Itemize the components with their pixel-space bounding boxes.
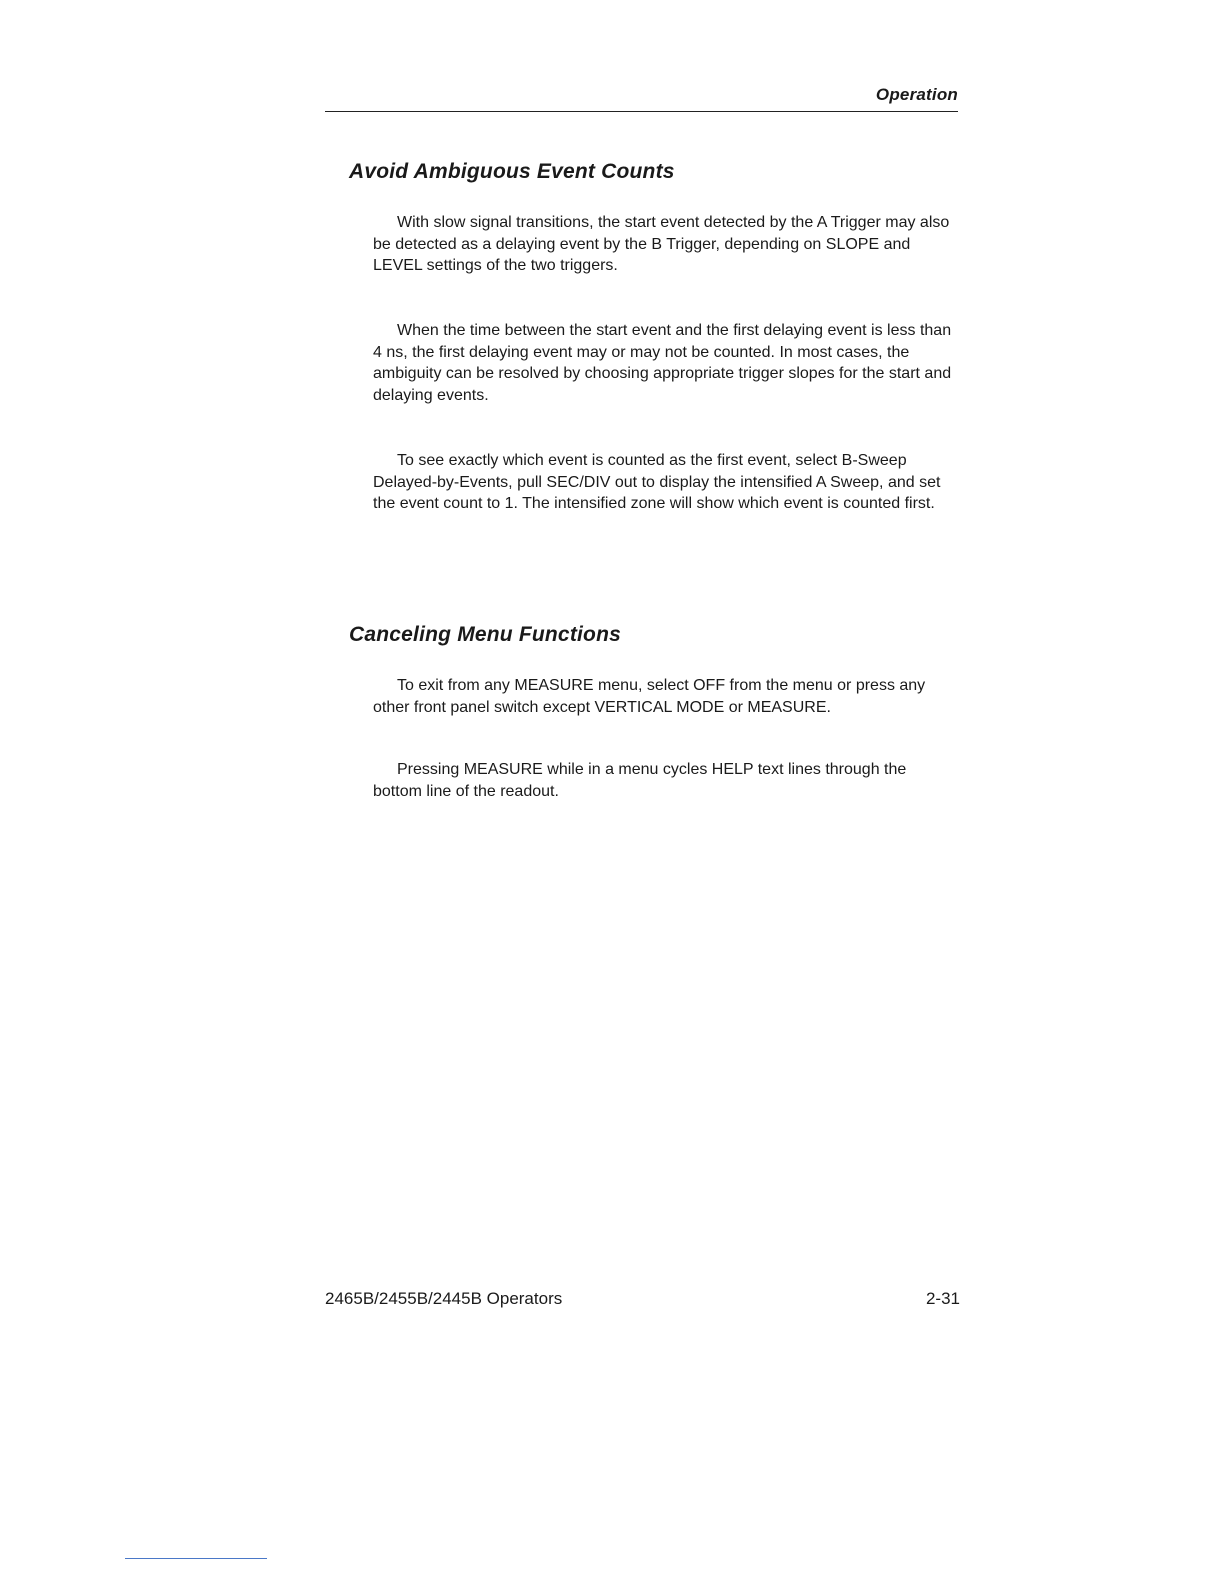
paragraph-slow-transitions: With slow signal transitions, the start event detected by the A Trigger may also be detected as a delaying event by the B Trigger, depending on SLOPE and LEVEL settings of the two triggers. — [373, 214, 950, 274]
footer-manual-title: 2465B/2455B/2445B Operators — [325, 1289, 563, 1308]
scan-artifact-line — [125, 1558, 267, 1559]
paragraph-time-between-events: When the time between the start event and the first delaying event is less than 4 ns, the first delaying event may or may not be counted. In most cases, the ambiguity can be resolved by choosing appropriate trigger slopes for the start and delaying events. — [373, 322, 952, 404]
paragraph-help-text: Pressing MEASURE while in a menu cycles HELP text lines through the bottom line of the readout. — [373, 761, 907, 800]
paragraph-exit-measure-menu: To exit from any MEASURE menu, select OFF from the menu or press any other front panel switch except VERTICAL MODE or MEASURE. — [373, 677, 926, 716]
section-heading-canceling-menu-functions: Canceling Menu Functions — [349, 623, 621, 646]
paragraph-first-event: To see exactly which event is counted as the first event, select B-Sweep Delayed-by-Events, pull SEC/DIV out to display the intensified A Sweep, and set the event count to 1. The intensified zone will show which event is counted first. — [373, 452, 941, 512]
footer-page-number: 2-31 — [925, 1289, 960, 1308]
page-header — [325, 85, 958, 112]
running-head: Operation — [875, 85, 958, 104]
section-heading-ambiguous-event-counts: Avoid Ambiguous Event Counts — [349, 160, 675, 183]
